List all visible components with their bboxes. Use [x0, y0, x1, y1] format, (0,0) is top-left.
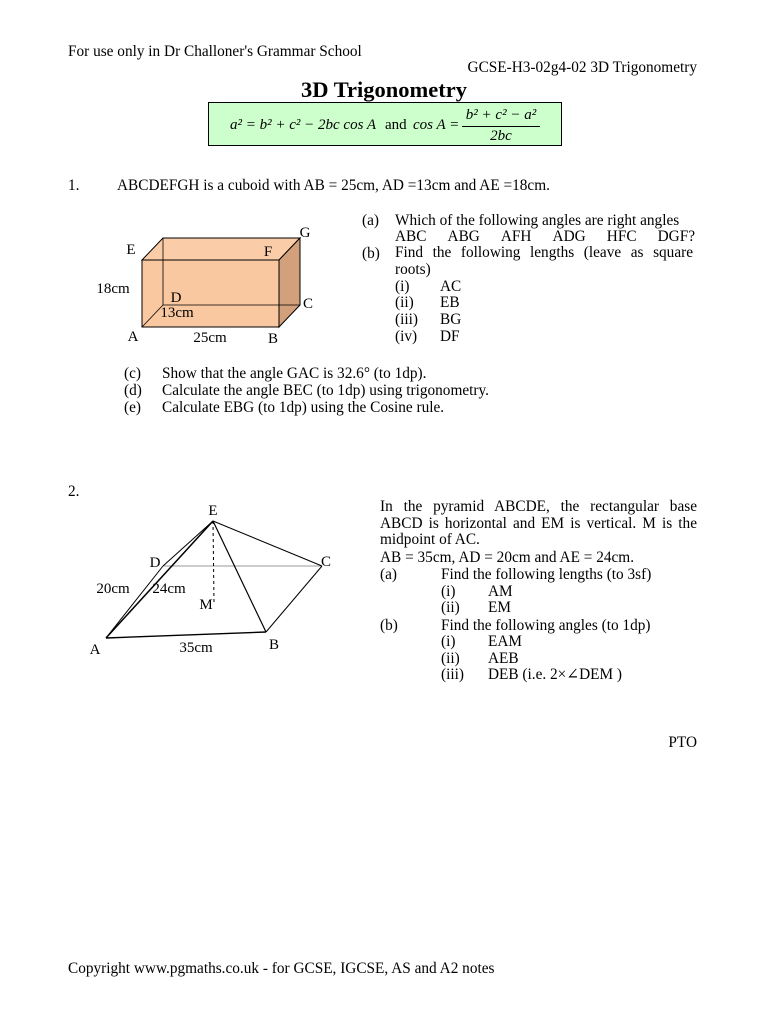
cuboid-top-face: [142, 238, 300, 260]
length-label-ae: 24cm: [152, 581, 186, 597]
cosine-rule-formula: a² = b² + c² − 2bc cos A: [230, 117, 377, 133]
vertex-label-m: M: [199, 597, 213, 613]
part-b-item-value: AC: [440, 278, 462, 295]
vertex-label-b: B: [267, 331, 279, 347]
pyramid-edge-ec: [213, 521, 322, 566]
pyramid-edge-ea: [106, 521, 213, 638]
part-b-item-label: (iii): [395, 311, 418, 328]
part-b-item-value: EB: [440, 294, 460, 311]
pyramid-edge-ad: [106, 566, 163, 638]
length-label-width: 25cm: [193, 330, 227, 346]
length-label-ab: 35cm: [179, 640, 213, 656]
part-e-label: (e): [124, 399, 141, 416]
pto-note: PTO: [668, 734, 697, 751]
pyramid-edge-bc: [266, 566, 322, 632]
part-a-text: Which of the following angles are right angles: [395, 212, 680, 229]
q2-part-b-text: Find the following angles (to 1dp): [441, 617, 651, 634]
angle-item: DGF?: [657, 228, 695, 245]
vertex-label-f: F: [263, 244, 273, 260]
q2-part-a-label: (a): [380, 566, 397, 583]
cos-a-fraction: [461, 105, 541, 145]
part-c-text: Show that the angle GAC is 32.6° (to 1dp).: [162, 365, 427, 382]
vertex-label-e: E: [208, 503, 218, 519]
part-b-label: (b): [362, 245, 380, 262]
q2-part-a-text: Find the following lengths (to 3sf): [441, 566, 652, 583]
length-label-ad: 20cm: [96, 581, 130, 597]
vertex-label-e: E: [126, 242, 136, 258]
q2-part-b-item-value: EAM: [488, 633, 522, 650]
cuboid-diagram: [90, 222, 330, 352]
formula-connector: and: [385, 117, 407, 133]
angle-item: HFC: [606, 228, 637, 245]
part-b-item-value: DF: [440, 328, 460, 345]
part-d-label: (d): [124, 382, 142, 399]
angle-item: ABC: [395, 228, 427, 245]
length-label-depth: 13cm: [160, 305, 194, 321]
vertex-label-g: G: [299, 225, 311, 241]
pyramid-edge-ab: [106, 632, 266, 638]
vertex-label-c: C: [302, 296, 314, 312]
vertex-label-a: A: [89, 642, 101, 658]
vertex-label-d: D: [149, 555, 161, 571]
formula-box: [208, 102, 562, 146]
q2-part-a-item-value: AM: [488, 583, 513, 600]
part-b-text: Find the following lengths (leave as square roots): [395, 244, 693, 278]
q2-part-a-item-label: (i): [441, 583, 456, 600]
part-a-label: (a): [362, 212, 379, 229]
q2-part-b-item-label: (iii): [441, 666, 464, 683]
angle-item: ABG: [447, 228, 480, 245]
question-2-number: 2.: [68, 483, 80, 500]
angle-item: ADG: [552, 228, 586, 245]
part-e-text: Calculate EBG (to 1dp) using the Cosine rule.: [162, 399, 445, 416]
question-2-given: AB = 35cm, AD = 20cm and AE = 24cm.: [380, 549, 635, 566]
angle-list: [395, 228, 695, 245]
part-b-item-label: (iv): [395, 328, 418, 345]
copyright-footer: Copyright www.pgmaths.co.uk - for GCSE, IGCSE, AS and A2 notes: [68, 960, 495, 977]
vertex-label-a: A: [127, 329, 139, 345]
q2-part-a-item-label: (ii): [441, 599, 460, 616]
q2-part-b-item-value: DEB (i.e. 2×∠DEM ): [488, 666, 623, 683]
part-b-item-label: (ii): [395, 294, 414, 311]
part-b-item-label: (i): [395, 278, 410, 295]
cos-a-lhs: cos A =: [413, 117, 460, 133]
q2-part-b-item-label: (i): [441, 633, 456, 650]
vertex-label-c: C: [320, 554, 332, 570]
sheet-code: GCSE-H3-02g4-02 3D Trigonometry: [467, 59, 697, 76]
school-notice: For use only in Dr Challoner's Grammar School: [68, 43, 362, 60]
part-b-item-value: BG: [440, 311, 462, 328]
pyramid-height-em: [213, 521, 214, 602]
part-d-text: Calculate the angle BEC (to 1dp) using trigonometry.: [162, 382, 489, 399]
question-1-number: 1.: [68, 177, 80, 194]
question-1-intro: ABCDEFGH is a cuboid with AB = 25cm, AD =13cm and AE =18cm.: [117, 177, 550, 194]
angle-item: AFH: [500, 228, 532, 245]
q2-part-b-item-value: AEB: [488, 650, 519, 667]
pyramid-diagram: [80, 500, 340, 665]
vertex-label-d: D: [170, 290, 182, 306]
length-label-height: 18cm: [96, 281, 130, 297]
pyramid-edge-eb: [213, 521, 266, 632]
q2-part-b-item-label: (ii): [441, 650, 460, 667]
part-c-label: (c): [124, 365, 141, 382]
pyramid-edge-ed: [163, 521, 213, 566]
fraction-bar: [462, 126, 540, 127]
q2-part-b-label: (b): [380, 617, 398, 634]
q2-part-a-item-value: EM: [488, 599, 511, 616]
fraction-denominator: 2bc: [490, 128, 512, 144]
fraction-numerator: b² + c² − a²: [465, 107, 537, 123]
vertex-label-b: B: [268, 637, 280, 653]
page-title: 3D Trigonometry: [300, 77, 467, 102]
question-2-intro: In the pyramid ABCDE, the rectangular base ABCD is horizontal and EM is vertical. M is the midpoint of AC.: [380, 498, 697, 549]
